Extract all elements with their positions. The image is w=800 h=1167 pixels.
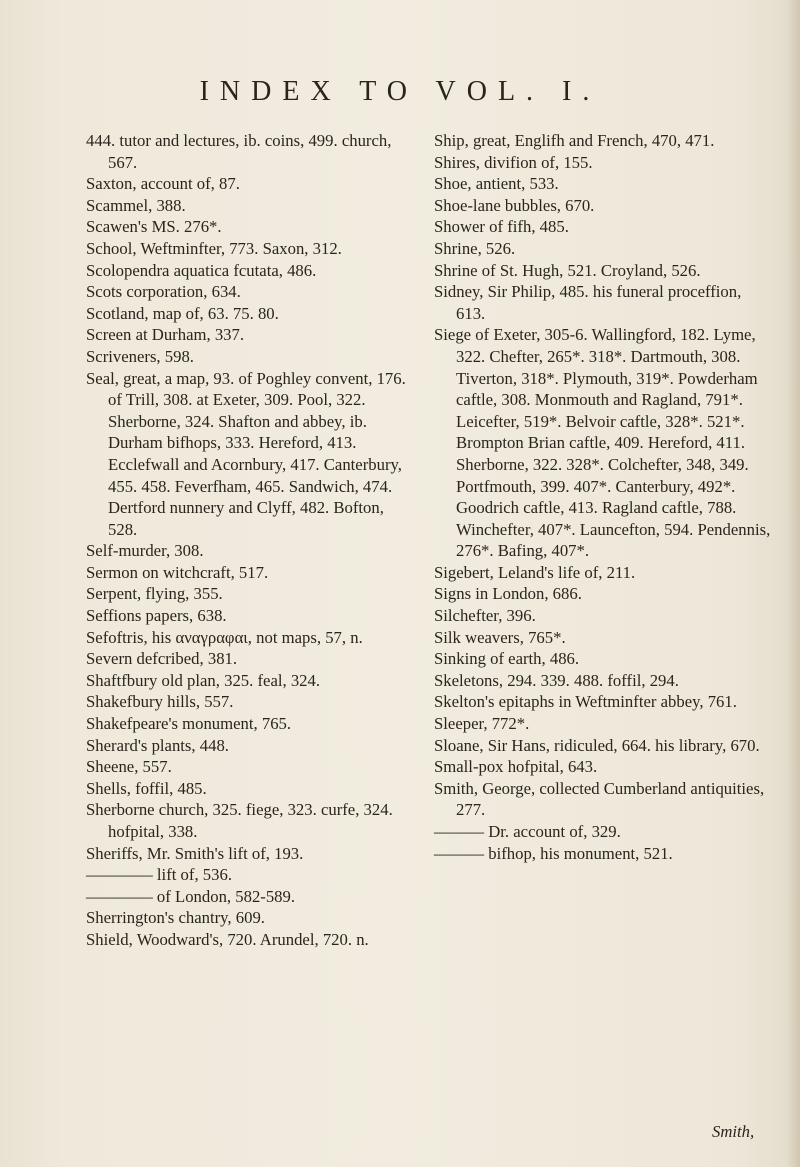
index-entry: Sheene, 557. <box>86 757 172 777</box>
index-entry: Sinking of earth, 486. <box>434 649 580 669</box>
catchword: Smith, <box>712 1122 755 1141</box>
index-entry: Shakefpeare's monument, 765. <box>86 714 292 734</box>
index-entry: Sheriffs, Mr. Smith's lift of, 193. <box>86 843 304 863</box>
index-entry: ——— bifhop, his monument, 521. <box>434 843 673 863</box>
index-entry: Small-pox hofpital, 643. <box>434 757 598 777</box>
index-entry: Serpent, flying, 355. <box>86 584 223 604</box>
index-entry: Sidney, Sir Philip, 485. his funeral proceffion, 613. <box>434 282 742 323</box>
index-entry: Shrine, 526. <box>434 238 516 258</box>
index-entry: 444. tutor and lectures, ib. coins, 499. church, 567. <box>86 131 392 172</box>
index-entry: Saxton, account of, 87. <box>86 174 240 194</box>
index-entry: Shakefbury hills, 557. <box>86 692 234 712</box>
index-column-right <box>434 130 774 864</box>
index-entry: Silchefter, 396. <box>434 606 536 626</box>
index-entry: Smith, George, collected Cumberland antiquities, 277. <box>434 778 765 820</box>
index-entry: Scawen's MS. 276*. <box>86 217 222 237</box>
index-entry: Shaftfbury old plan, 325. feal, 324. <box>86 670 321 690</box>
index-entry: Sherard's plants, 448. <box>86 735 229 755</box>
index-entry: Sleeper, 772*. <box>434 714 530 734</box>
index-entry: Shoe-lane bubbles, 670. <box>434 195 595 215</box>
index-entry: Scots corporation, 634. <box>86 282 241 302</box>
index-entry: Shoe, antient, 533. <box>434 174 559 194</box>
index-entry: School, Weftminfter, 773. Saxon, 312. <box>86 238 342 258</box>
index-entry: Sherrington's chantry, 609. <box>86 908 265 928</box>
index-entry: Signs in London, 686. <box>434 584 582 604</box>
index-entry: Shrine of St. Hugh, 521. Croyland, 526. <box>434 260 701 280</box>
index-entry: Sherborne church, 325. fiege, 323. curfe, 324. hofpital, 338. <box>86 800 393 841</box>
page-edge-shadow <box>786 0 800 1167</box>
index-entry: Severn defcribed, 381. <box>86 649 238 669</box>
index-entry: Seffions papers, 638. <box>86 606 227 626</box>
index-entry: ———— lift of, 536. <box>86 865 233 885</box>
index-entry: Shower of fifh, 485. <box>434 217 569 237</box>
index-entry: Scriveners, 598. <box>86 346 194 366</box>
index-entry: Siege of Exeter, 305-6. Wallingford, 182. Lyme, 322. Chefter, 265*. 318*. Dartmouth, 308. Tiverton, 318*. Plymouth, 319*. Powderham caftle, 308. Monmouth and Ragland, 791*. Leicefter, 519*. Belvoir caftle, 328*. 521*. Brompton Brian caftle, 409. Hereford, 411. Sherborne, 322. 328*. Colchefter, 348, 349. Portfmouth, 399. 407*. Canterbury, 492*. Goodrich caftle, 413. Ragland caftle, 788. Winchefter, 407*. Launcefton, 594. Pendennis, 276*. Bafing, 407*. <box>434 325 771 561</box>
index-column-left <box>86 130 416 951</box>
index-entry: Screen at Durham, 337. <box>86 325 245 345</box>
index-entry: Scotland, map of, 63. 75. 80. <box>86 303 279 323</box>
index-entry: Shires, divifion of, 155. <box>434 152 593 172</box>
index-entry: Seal, great, a map, 93. of Poghley convent, 176. of Trill, 308. at Exeter, 309. Pool, 322. Sherborne, 324. Shafton and abbey, ib. Durham bifhops, 333. Hereford, 413. Ecclefwall and Acornbury, 417. Canterbury, 455. 458. Feverfham, 465. Sandwich, 474. Dertford nunnery and Clyff, 482. Bofton, 528. <box>86 368 406 539</box>
page-header: INDEX TO VOL. I. <box>199 76 601 107</box>
index-entry: Sefoftris, his αναγραφαι, not maps, 57, n. <box>86 627 363 647</box>
index-entry: Sermon on witchcraft, 517. <box>86 562 269 582</box>
index-entry: Skeletons, 294. 339. 488. foffil, 294. <box>434 670 679 690</box>
index-entry: Scammel, 388. <box>86 195 186 215</box>
index-entry: Ship, great, Englifh and French, 470, 471. <box>434 131 715 150</box>
index-entry: Shield, Woodward's, 720. Arundel, 720. n. <box>86 929 369 949</box>
index-entry: Sigebert, Leland's life of, 211. <box>434 562 636 582</box>
index-entry: ———— of London, 582-589. <box>86 886 296 906</box>
index-entry: Sloane, Sir Hans, ridiculed, 664. his library, 670. <box>434 735 760 755</box>
index-entry: Skelton's epitaphs in Weftminfter abbey, 761. <box>434 692 737 712</box>
index-entry: Shells, foffil, 485. <box>86 778 207 798</box>
index-entry: Silk weavers, 765*. <box>434 627 566 647</box>
index-entry: ——— Dr. account of, 329. <box>434 822 621 841</box>
index-entry: Scolopendra aquatica fcutata, 486. <box>86 260 317 280</box>
index-entry: Self-murder, 308. <box>86 541 204 561</box>
